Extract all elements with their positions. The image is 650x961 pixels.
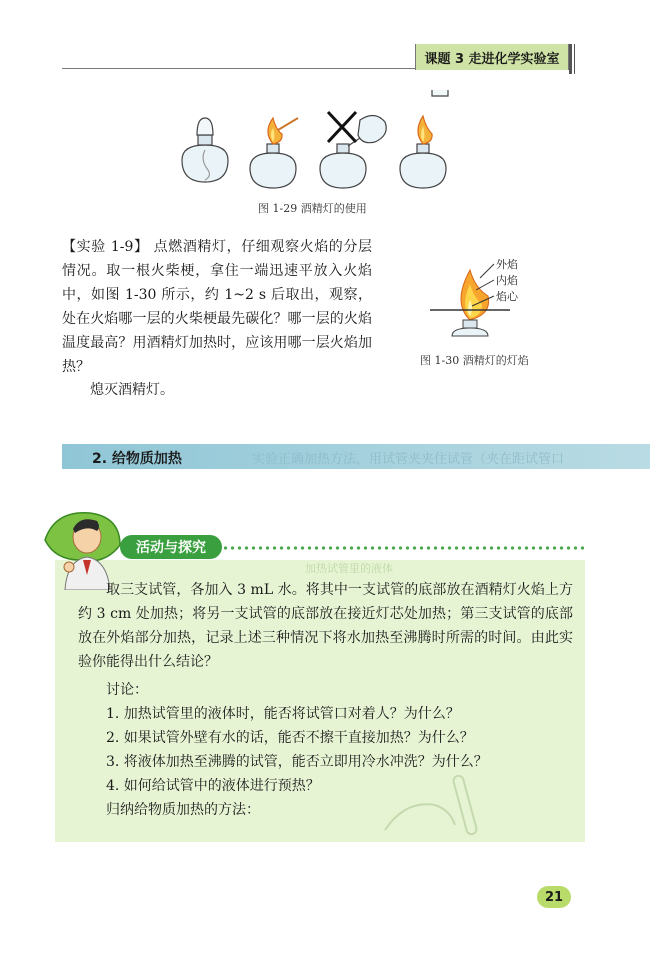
lamp-capped (182, 118, 228, 182)
flame-layers-figure (430, 248, 540, 346)
section-heading-bar (62, 444, 650, 469)
question-2: 2. 如果试管外壁有水的话，能否不擦干直接加热？为什么？ (106, 730, 474, 746)
figure-29-caption: 图 1-29 酒精灯的使用 (258, 202, 367, 215)
activity-main-text: 取三支试管，各加入 3 mL 水。将其中一支试管的底部放在酒精灯火焰上方约 3 cm 处加热；将另一支试管的底部放在接近灯芯处加热；第三支试管的底部放在外焰部分加热，记录上述三种情况下将水加热至沸腾时所需的时间。由此实验你能得出什么结论？ (78, 582, 573, 670)
discussion-label: 讨论： (106, 682, 148, 698)
lamp-burning (400, 90, 448, 188)
lamp-wrong-lighting (320, 112, 386, 188)
section-bleed-text: 实验正确加热方法，用试管夹夹住试管（夹在距试管口 (252, 452, 565, 467)
alcohol-lamp-usage-figure (170, 90, 480, 195)
activity-bleed-text: 加热试管里的液体 (305, 562, 393, 575)
summary-prompt: 归纳给物质加热的方法： (106, 802, 260, 818)
lamp-lit-match (250, 118, 298, 188)
question-1: 1. 加热试管里的液体时，能否将试管口对着人？为什么？ (106, 706, 460, 722)
figure-30-caption: 图 1-30 酒精灯的灯焰 (420, 354, 529, 367)
outer-flame-label: 外焰 (496, 258, 518, 271)
activity-title: 活动与探究 (120, 535, 222, 559)
discussion-block (78, 678, 573, 822)
chapter-header: 课题 3 走进化学实验室 (415, 44, 569, 70)
question-4: 4. 如何给试管中的液体进行预热？ (106, 778, 320, 794)
extinguish-text: 熄灭酒精灯。 (90, 382, 174, 398)
flame-core-label: 焰心 (496, 290, 518, 303)
section-title: 2. 给物质加热 (92, 451, 182, 467)
header-rule (569, 44, 572, 74)
experiment-1-9-text: 【实验 1-9】 点燃酒精灯，仔细观察火焰的分层情况。取一根火柴梗，拿住一端迅速平放入火焰中，如图 1-30 所示，约 1~2 s 后取出，观察，处在火焰哪一层的火柴梗最先碳化？哪一层的火焰温度最高？用酒精灯加热时，应该用哪一层火焰加热？ (62, 239, 372, 375)
inner-flame-label: 内焰 (496, 274, 518, 287)
page-number: 21 (537, 886, 571, 908)
dotted-divider (222, 545, 585, 551)
header-rule-thin (574, 44, 575, 74)
test-tube-hand-icon (375, 770, 495, 840)
question-3: 3. 将液体加热至沸腾的试管，能否立即用冷水冲洗？为什么？ (106, 754, 488, 770)
